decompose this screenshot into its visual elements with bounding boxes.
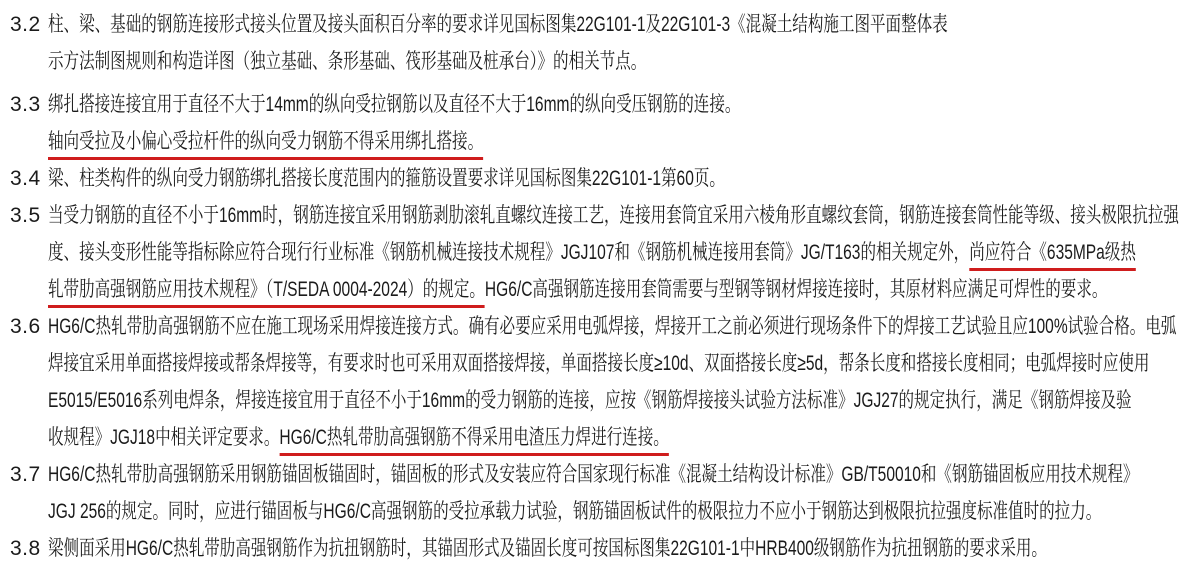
section-number: 3.5 — [10, 203, 41, 227]
text-row — [10, 530, 1200, 567]
text-row — [10, 271, 1200, 308]
text-segment: E5015/E5016系列电焊条，焊接连接宜用于直径不小于16mm的受力钢筋的连接，应按《钢筋焊接接头试验方法标准》JGJ27的规定执行，满足《钢筋焊接及验 — [48, 389, 1132, 412]
text-line — [48, 14, 948, 35]
text-row — [10, 308, 1200, 345]
text-row — [10, 419, 1200, 456]
text-segment: 柱、梁、基础的钢筋连接形式接头位置及接头面积百分率的要求详见国标图集22G101-1及22G101-3《混凝土结构施工图平面整体表 — [48, 13, 948, 36]
text-segment: 梁、柱类构件的纵向受力钢筋绑扎搭接长度范围内的箍筋设置要求详见国标图集22G101-1第60页。 — [48, 167, 725, 190]
text-line — [48, 390, 1132, 411]
text-line — [48, 242, 1136, 263]
section-number: 3.8 — [10, 536, 41, 560]
text-line — [48, 501, 1101, 522]
text-row — [10, 493, 1200, 530]
text-row — [10, 123, 1200, 160]
section-number: 3.2 — [10, 12, 41, 36]
text-row — [10, 43, 1200, 80]
section-3-5 — [10, 197, 1200, 308]
text-line — [48, 205, 1179, 226]
section-3-2 — [10, 6, 1200, 80]
text-segment: 收规程》JGJ18中相关评定要求。 — [48, 426, 280, 449]
section-3-4 — [10, 160, 1200, 197]
text-line — [48, 168, 725, 189]
text-segment: 示方法制图规则和构造详图（独立基础、条形基础、筏形基础及桩承台）》的相关节点。 — [48, 50, 647, 73]
text-segment: HG6/C高强钢筋连接用套筒需要与型钢等钢材焊接连接时，其原材料应满足可焊性的要求。 — [484, 278, 1108, 301]
text-row — [10, 197, 1200, 234]
text-row — [10, 456, 1200, 493]
text-row — [10, 86, 1200, 123]
section-number: 3.6 — [10, 314, 41, 338]
text-segment: JGJ 256的规定。同时，应进行锚固板与HG6/C高强钢筋的受拉承载力试验，钢筋锚固板试件的极限拉力不应小于钢筋达到极限抗拉强度标准值时的拉力。 — [48, 500, 1102, 523]
text-line — [48, 464, 1138, 485]
text-row — [10, 345, 1200, 382]
text-line — [48, 538, 1047, 559]
text-row — [10, 6, 1200, 43]
text-segment: 焊接宜采用单面搭接焊接或帮条焊接等，有要求时也可采用双面搭接焊接，单面搭接长度≥10d、双面搭接长度≥5d，帮条长度和搭接长度相同；电弧焊接时应使用 — [48, 352, 1150, 375]
text-row — [10, 160, 1200, 197]
text-line — [48, 353, 1149, 374]
text-line — [48, 279, 1107, 300]
underlined-text-segment: 尚应符合《635MPa级热 — [969, 241, 1136, 271]
text-segment: 当受力钢筋的直径不小于16mm时，钢筋连接宜采用钢筋剥肋滚轧直螺纹连接工艺，连接用套筒宜采用六棱角形直螺纹套筒，钢筋连接套筒性能等级、接头极限抗拉强 — [48, 204, 1179, 227]
section-3-8 — [10, 530, 1200, 567]
text-line — [48, 94, 740, 115]
section-number: 3.4 — [10, 166, 41, 190]
section-3-7 — [10, 456, 1200, 530]
section-number: 3.3 — [10, 92, 41, 116]
section-3-6 — [10, 308, 1200, 456]
section-3-3 — [10, 86, 1200, 160]
text-segment: HG6/C热轧带肋高强钢筋不应在施工现场采用焊接连接方式。确有必要应采用电弧焊接，焊接开工之前必须进行现场条件下的焊接工艺试验且应100%试验合格。电弧 — [48, 315, 1177, 338]
text-line — [48, 51, 646, 72]
underlined-text-segment: 轴向受拉及小偏心受拉杆件的纵向受力钢筋不得采用绑扎搭接。 — [48, 130, 483, 160]
text-line — [48, 316, 1176, 337]
text-segment: 梁侧面采用HG6/C热轧带肋高强钢筋作为抗扭钢筋时，其锚固形式及锚固长度可按国标图集22G101-1中HRB400级钢筋作为抗扭钢筋的要求采用。 — [48, 537, 1047, 560]
text-segment: 度、接头变形性能等指标除应符合现行行业标准《钢筋机械连接技术规程》JGJ107和《钢筋机械连接用套筒》JG/T163的相关规定外， — [48, 241, 970, 264]
underlined-text-segment: HG6/C热轧带肋高强钢筋不得采用电渣压力焊进行连接。 — [279, 426, 668, 456]
text-row — [10, 234, 1200, 271]
text-segment: 绑扎搭接连接宜用于直径不大于14mm的纵向受拉钢筋以及直径不大于16mm的纵向受压钢筋的连接。 — [48, 93, 741, 116]
text-line — [48, 131, 483, 152]
text-row — [10, 382, 1200, 419]
section-number: 3.7 — [10, 462, 41, 486]
text-line — [48, 427, 669, 448]
text-segment: HG6/C热轧带肋高强钢筋采用钢筋锚固板锚固时，锚固板的形式及安装应符合国家现行标准《混凝土结构设计标准》GB/T50010和《钢筋锚固板应用技术规程》 — [48, 463, 1139, 486]
underlined-text-segment: 轧带肋高强钢筋应用技术规程》（T/SEDA 0004-2024）的规定。 — [48, 278, 485, 308]
